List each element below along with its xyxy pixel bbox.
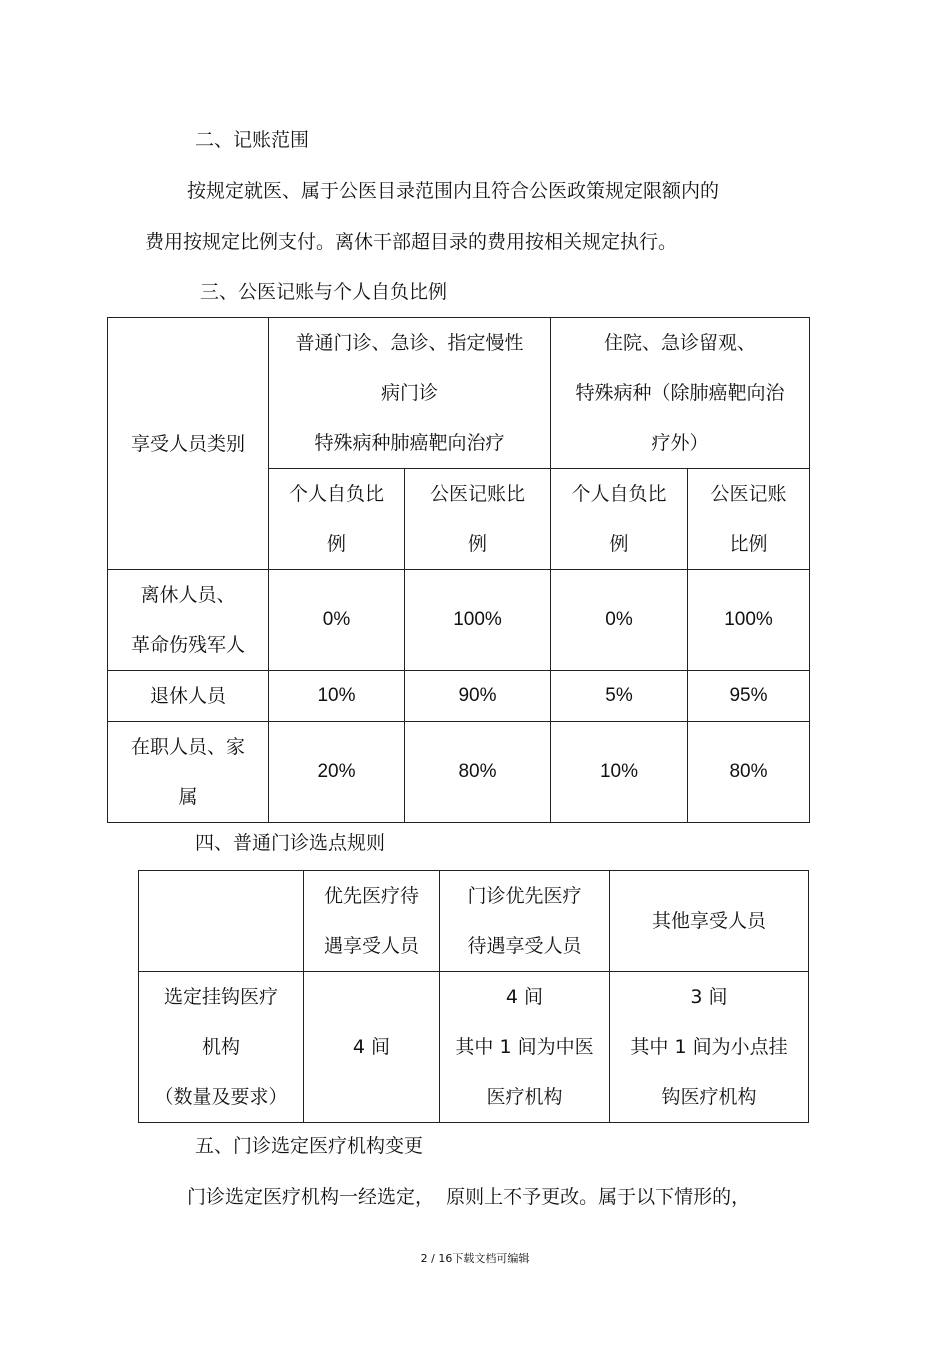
cell3-line: 钩医疗机构 [661, 1086, 757, 1108]
category-line: 革命伤残军人 [130, 634, 245, 656]
sub-personal2-header [551, 469, 688, 570]
section3-heading: 三、公医记账与个人自负比例 [200, 281, 448, 303]
category-line: 离休人员、 [140, 584, 236, 606]
group1-line: 特殊病种肺癌靶向治疗 [314, 432, 505, 454]
row-label-cell [139, 972, 304, 1123]
cell2-line: 4 间 [505, 986, 544, 1008]
sub-personal2-line: 例 [609, 533, 629, 555]
row-header: 享受人员类别 [130, 432, 245, 455]
cell3 [610, 972, 809, 1123]
col1-line: 遇享受人员 [323, 935, 419, 957]
sub-personal-line: 例 [326, 533, 346, 555]
col2-header [440, 871, 610, 972]
section5-para-line1: 门诊选定医疗机构一经选定， 原则上不予更改。属于以下情形的， [187, 1186, 751, 1208]
value-cell: 100% [405, 570, 551, 671]
value-cell: 0% [269, 570, 405, 671]
section2-para-line1: 按规定就医、属于公医目录范围内且符合公医政策规定限额内的 [187, 180, 720, 202]
value-cell: 0% [551, 570, 688, 671]
cell2-line: 医疗机构 [486, 1086, 563, 1108]
ratio-table [107, 317, 810, 823]
col2-line: 待遇享受人员 [467, 935, 582, 957]
category-cell [108, 722, 269, 823]
group2-line: 疗外） [651, 432, 709, 454]
value-cell: 10% [551, 722, 688, 823]
cell3-line: 3 间 [690, 986, 728, 1008]
selection-table [138, 870, 809, 1123]
table-row [108, 671, 810, 722]
value-cell: 10% [269, 671, 405, 722]
value-cell: 90% [405, 671, 551, 722]
value-cell: 5% [551, 671, 688, 722]
value-cell: 20% [269, 722, 405, 823]
table-row [139, 972, 809, 1123]
cell3-line: 其中 1 间为小点挂 [630, 1036, 788, 1058]
cell2-line: 其中 1 间为中医 [455, 1036, 594, 1058]
col3-line: 其他享受人员 [651, 910, 766, 932]
col2-line: 门诊优先医疗 [467, 885, 582, 907]
group1-line: 病门诊 [380, 382, 438, 404]
category-line: 在职人员、家 [130, 736, 245, 758]
empty-corner-cell [139, 871, 304, 972]
group2-line: 特殊病种（除肺癌靶向治 [575, 382, 785, 404]
col1-line: 优先医疗待 [323, 885, 419, 907]
sub-personal2-line: 个人自负比 [571, 483, 667, 505]
row-label-line: （数量及要求） [154, 1086, 288, 1108]
category-line: 退休人员 [149, 685, 226, 707]
group2-header [551, 318, 810, 469]
row-header-cell [108, 318, 269, 570]
col3-header [610, 871, 809, 972]
value-cell: 80% [688, 722, 810, 823]
page-footer: 2 / 16下载文档可编辑 [420, 1252, 530, 1265]
category-cell [108, 570, 269, 671]
category-line: 属 [178, 786, 198, 808]
cell2 [440, 972, 610, 1123]
sub-personal-header [269, 469, 405, 570]
sub-public-header [405, 469, 551, 570]
group1-line: 普通门诊、急诊、指定慢性 [295, 332, 524, 354]
value-cell: 95% [688, 671, 810, 722]
section4-heading: 四、普通门诊选点规则 [195, 832, 386, 854]
sub-public-line: 例 [467, 533, 487, 555]
group1-header [269, 318, 551, 469]
sub-personal-line: 个人自负比 [288, 483, 384, 505]
category-cell [108, 671, 269, 722]
section5-heading: 五、门诊选定医疗机构变更 [195, 1135, 424, 1157]
row-label-line: 机构 [201, 1036, 240, 1058]
cell1-line: 4 间 [352, 1036, 391, 1058]
table-row [108, 722, 810, 823]
table-row [108, 570, 810, 671]
group2-line: 住院、急诊留观、 [603, 332, 756, 354]
sub-public2-line: 比例 [729, 533, 768, 555]
sub-public2-line: 公医记账 [710, 483, 787, 505]
cell1 [304, 972, 440, 1123]
section2-para-line2: 费用按规定比例支付。离休干部超目录的费用按相关规定执行。 [145, 231, 678, 253]
value-cell: 80% [405, 722, 551, 823]
col1-header [304, 871, 440, 972]
section2-heading: 二、记账范围 [195, 129, 310, 151]
sub-public2-header [688, 469, 810, 570]
row-label-line: 选定挂钩医疗 [163, 986, 278, 1008]
value-cell: 100% [688, 570, 810, 671]
sub-public-line: 公医记账比 [429, 483, 525, 505]
